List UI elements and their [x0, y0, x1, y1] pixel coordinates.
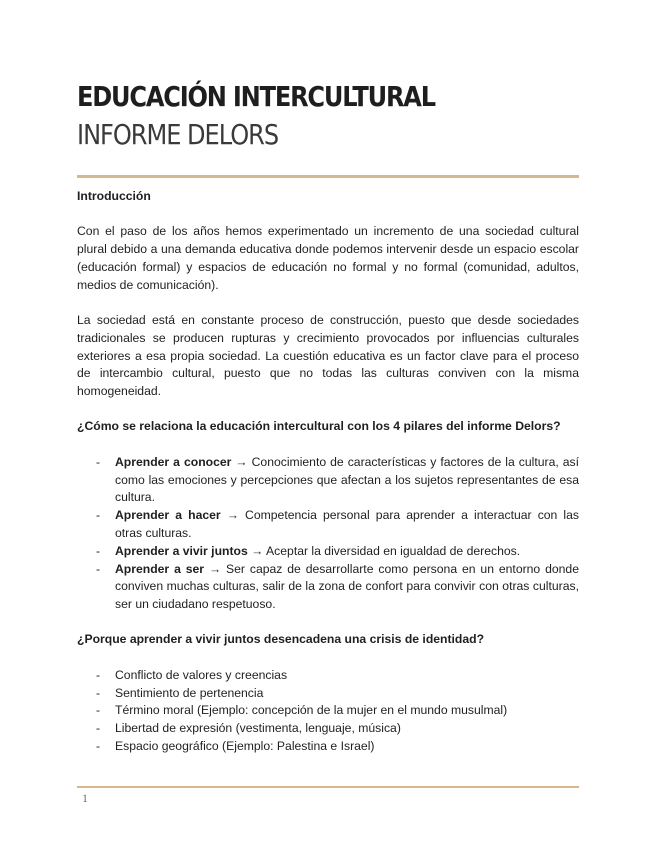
- intro-paragraph-2: La sociedad está en constante proceso de construcción, puesto que desde sociedades tradicionales se producen rupturas y crecimiento provocados por influencias culturales exteriores a esa propia sociedad. La cuestión educativa es un factor clave para el proceso de intercambio cultural, puesto que no todas las culturas conviven con la misma homogeneidad.: [77, 312, 579, 399]
- pillar-text: Competencia personal para aprender a interactuar con las otras culturas.: [115, 508, 580, 540]
- list-dash: -: [96, 508, 101, 523]
- list-item: [77, 543, 579, 561]
- list-item-text: Libertad de expresión (vestimenta, lenguaje, música): [115, 721, 401, 736]
- document-body: [77, 188, 579, 756]
- list-dash: -: [96, 667, 101, 682]
- pillar-term: Aprender a vivir juntos: [115, 543, 248, 558]
- list-item-text: Término moral (Ejemplo: concepción de la mujer en el mundo musulmal): [115, 703, 508, 718]
- list-dash: -: [96, 685, 101, 700]
- arrow-glyph: →: [208, 561, 222, 576]
- list-item: [77, 561, 579, 614]
- list-item: [77, 702, 579, 720]
- pillar-term: Aprender a ser: [115, 561, 205, 576]
- section1-question: ¿Cómo se relaciona la educación intercultural con los 4 pilares del informe Delors?: [77, 419, 561, 434]
- list-dash: -: [96, 543, 101, 558]
- list-item: [77, 667, 579, 685]
- list-item: [77, 720, 579, 738]
- footer-divider: [77, 786, 579, 788]
- pillars-list: [77, 454, 579, 614]
- header-divider: [77, 175, 579, 178]
- list-item-text: Sentimiento de pertenencia: [115, 685, 264, 700]
- list-item: [77, 685, 579, 703]
- section2-question: ¿Porque aprender a vivir juntos desencadena una crisis de identidad?: [77, 632, 485, 647]
- pillar-text: Aceptar la diversidad en igualdad de derechos.: [266, 543, 521, 558]
- list-item: [77, 507, 579, 543]
- list-item-text: Espacio geográfico (Ejemplo: Palestina e Israel): [115, 738, 375, 753]
- intro-paragraph-1: Con el paso de los años hemos experimentado un incremento de una sociedad cultural plural debido a una demanda educativa donde podemos intervenir desde un espacio escolar (educación formal) y espacios de educación no formal y no formal (comunidad, adultos, medios de comunicación).: [77, 224, 579, 292]
- identity-crisis-list: [77, 667, 579, 756]
- document-page: [77, 0, 579, 848]
- list-dash: -: [96, 703, 101, 718]
- document-subtitle: INFORME DELORS: [77, 118, 279, 151]
- list-dash: -: [96, 738, 101, 753]
- arrow-glyph: →: [251, 543, 264, 558]
- pillar-text: Ser capaz de desarrollarte como persona en un entorno donde conviven muchas culturas, salir de la zona de confort para convivir con otras culturas, ser un ciudadano respetuoso.: [115, 561, 579, 612]
- pillar-term: Aprender a hacer: [115, 508, 221, 523]
- page-number: 1: [82, 791, 88, 805]
- list-item: [77, 454, 579, 507]
- document-title: EDUCACIÓN INTERCULTURAL: [77, 80, 435, 113]
- pillar-term: Aprender a conocer: [115, 454, 232, 469]
- list-dash: -: [96, 454, 101, 469]
- list-item: [77, 738, 579, 756]
- list-dash: -: [96, 561, 101, 576]
- list-item-text: Conflicto de valores y creencias: [115, 667, 288, 682]
- list-dash: -: [96, 721, 101, 736]
- intro-heading: Introducción: [77, 189, 151, 203]
- arrow-glyph: →: [235, 454, 248, 469]
- arrow-glyph: →: [226, 508, 239, 523]
- pillar-text: Conocimiento de características y factores de la cultura, así como las emociones y percepciones que afectan a los sujetos representantes de esa cultura.: [115, 454, 580, 505]
